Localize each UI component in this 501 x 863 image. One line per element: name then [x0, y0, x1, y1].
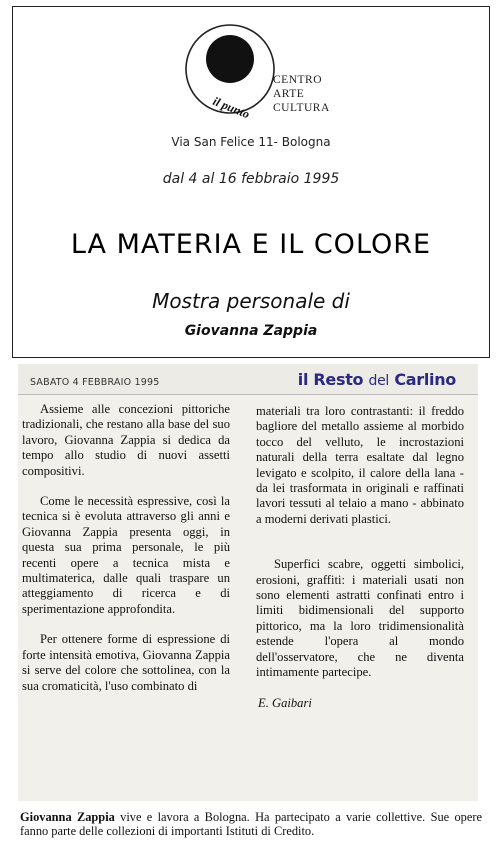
article-signature: E. Gaibari	[258, 695, 312, 710]
exhibition-subtitle: Mostra personale di	[152, 289, 350, 313]
exhibition-dates: dal 4 al 16 febbraio 1995	[162, 171, 340, 187]
org-line: CENTRO	[273, 74, 322, 86]
article-paragraph: Superfici scabre, oggetti simbolici, erosioni, graffiti: i materiali usati non sono elementi astratti confinati entro i limiti bidimensionali del supporto pittorico, ma la loro tridimensionalità estende l'opera al mondo dell'osservatore, che ne diventa intimamente partecipe.	[256, 557, 464, 680]
artist-bio	[20, 810, 482, 838]
exhibition-title: LA MATERIA E IL COLORE	[70, 229, 432, 260]
bio-name: Giovanna Zappia	[20, 810, 115, 824]
article-paragraph: materiali tra loro contrastanti: il freddo bagliore del metallo assieme al morbido tocco del velluto, le incrostazioni naturali della terra esaltate dal legno levigato e scolpito, il calore della lana - da lei trasformata in originali e raffinati lavori tessuti al telaio a mano - abbinato a moderni derivati plastici.	[256, 404, 464, 526]
org-line: ARTE	[273, 88, 305, 100]
newspaper-masthead	[18, 364, 478, 395]
exhibition-poster	[12, 6, 490, 358]
il-punto-logo-icon	[175, 19, 285, 129]
org-line: CULTURA	[273, 102, 330, 114]
article-column-right	[256, 404, 464, 726]
bio-text: vive e lavora a Bologna. Ha partecipato a varie collettive. Sue opere fanno parte delle collezioni di importanti Istituti di Credito.	[20, 810, 482, 838]
newspaper-name-part: il Resto	[297, 370, 364, 389]
article-paragraph: Come le necessità espressive, così la tecnica si è evoluta attraverso gli anni e Giovanna Zappia presenta oggi, in questa sua prima personale, le più recenti opere a tecnica mista e multimaterica, dalle quali traspare un atteggiamento di ricerca e di sperimentazione approfondita.	[22, 494, 230, 616]
newspaper-date: SABATO 4 FEBBRAIO 1995	[30, 377, 160, 388]
artist-name: Giovanna Zappia	[184, 323, 318, 339]
article-paragraph: Assieme alle concezioni pittoriche tradizionali, che restano alla base del suo lavoro, Giovanna Zappia si dedica da tempo allo studio di nuovi assetti compositivi.	[22, 402, 230, 478]
newspaper-name	[298, 370, 456, 389]
article-paragraph: Per ottenere forme di espressione di forte intensità emotiva, Giovanna Zappia si serve del colore che sottolinea, con la sua cromaticità, l'uso combinato di	[22, 632, 230, 693]
newspaper-clipping	[18, 364, 478, 801]
newspaper-name-part: Carlino	[394, 370, 456, 389]
venue-address: Via San Felice 11- Bologna	[171, 135, 331, 149]
org-name	[273, 73, 330, 115]
newspaper-name-part: del	[368, 373, 390, 389]
logo-text: il punto	[210, 93, 252, 122]
article-column-left	[22, 402, 230, 709]
